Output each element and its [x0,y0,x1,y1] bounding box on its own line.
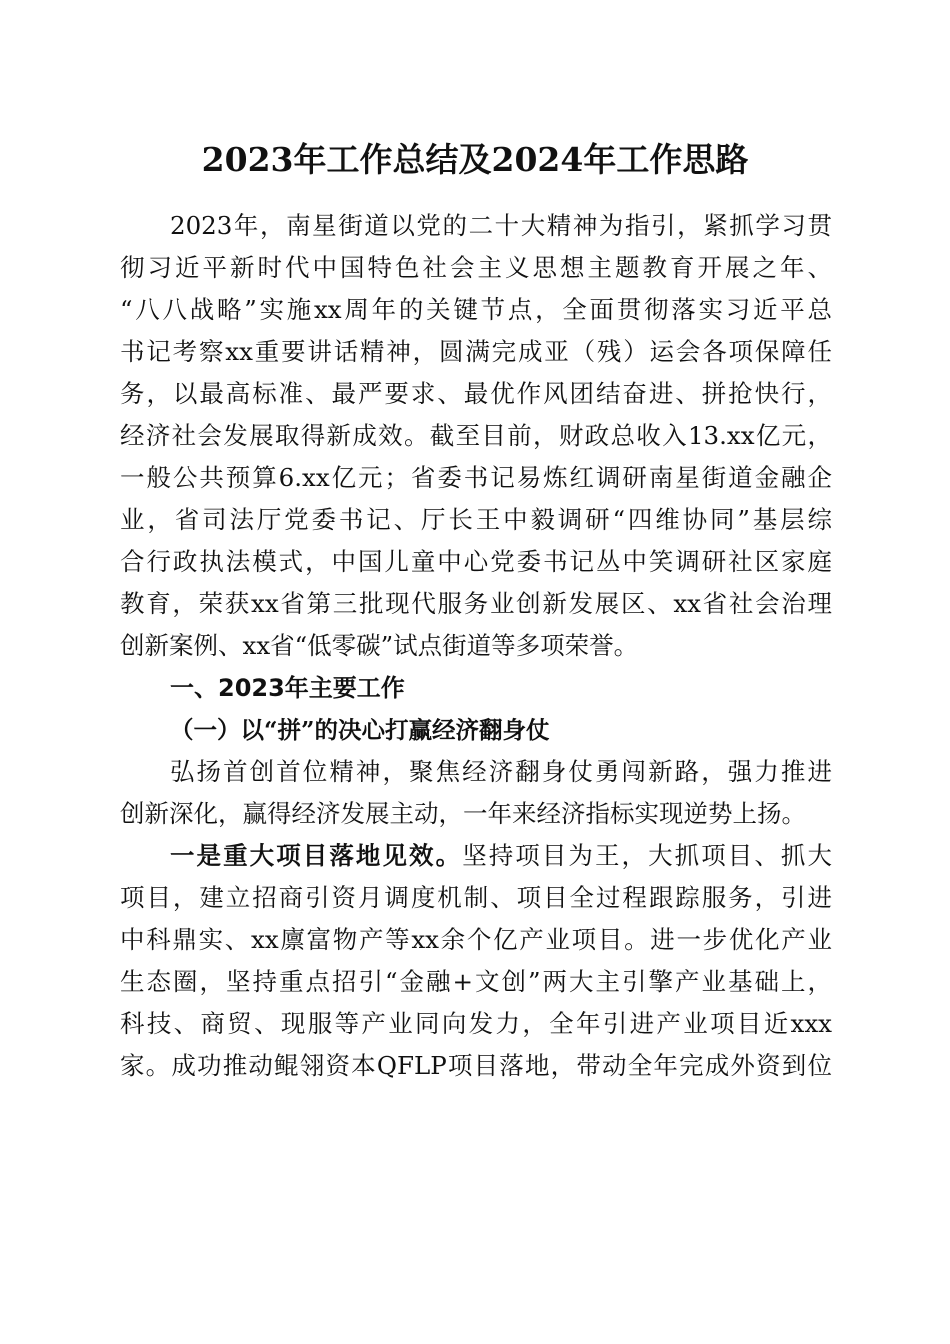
point-first-line [170,840,832,872]
body-line: 项目，建立招商引资月调度机制、项目全过程跟踪服务，引进 [120,883,832,912]
section-heading: 一、2023年主要工作 [170,674,405,702]
point-lead: 一是重大项目落地见效。 [170,841,463,870]
body-line: 中科鼎实、xx廪富物产等xx余个亿产业项目。进一步优化产业 [120,925,832,954]
intro-line: 创新案例、xx省“低零碳”试点街道等多项荣誉。 [120,631,639,660]
intro-line: 合行政执法模式，中国儿童中心党委书记丛中笑调研社区家庭 [120,547,832,576]
intro-line: 业，省司法厅党委书记、厅长王中毅调研“四维协同”基层综 [120,505,832,534]
intro-line: 一般公共预算6.xx亿元；省委书记易炼红调研南星街道金融企 [120,463,832,492]
body-line: 生态圈，坚持重点招引“金融+文创”两大主引擎产业基础上， [120,967,832,996]
document-title: 2023年工作总结及2024年工作思路 [201,140,749,179]
intro-line: 经济社会发展取得新成效。截至目前，财政总收入13.xx亿元， [120,421,832,450]
point-text: 坚持项目为王，大抓项目、抓大 [462,841,832,870]
body-line: 弘扬首创首位精神，聚焦经济翻身仗勇闯新路，强力推进 [170,757,832,786]
body-line: 创新深化，赢得经济发展主动，一年来经济指标实现逆势上扬。 [120,799,806,828]
subsection-heading: （一）以“拼”的决心打赢经济翻身仗 [170,716,550,744]
intro-line: 彻习近平新时代中国特色社会主义思想主题教育开展之年、 [120,253,832,282]
body-line: 家。成功推动鲲翎资本QFLP项目落地，带动全年完成外资到位 [120,1051,832,1080]
intro-line: 书记考察xx重要讲话精神，圆满完成亚（残）运会各项保障任 [120,337,832,366]
intro-line: 务，以最高标准、最严要求、最优作风团结奋进、拼抢快行， [120,379,832,408]
intro-line: 2023年，南星街道以党的二十大精神为指引，紧抓学习贯 [170,211,832,240]
body-line: 科技、商贸、现服等产业同向发力，全年引进产业项目近xxx [120,1009,832,1038]
intro-line: “八八战略”实施xx周年的关键节点，全面贯彻落实习近平总 [120,295,832,324]
intro-line: 教育，荣获xx省第三批现代服务业创新发展区、xx省社会治理 [120,589,832,618]
